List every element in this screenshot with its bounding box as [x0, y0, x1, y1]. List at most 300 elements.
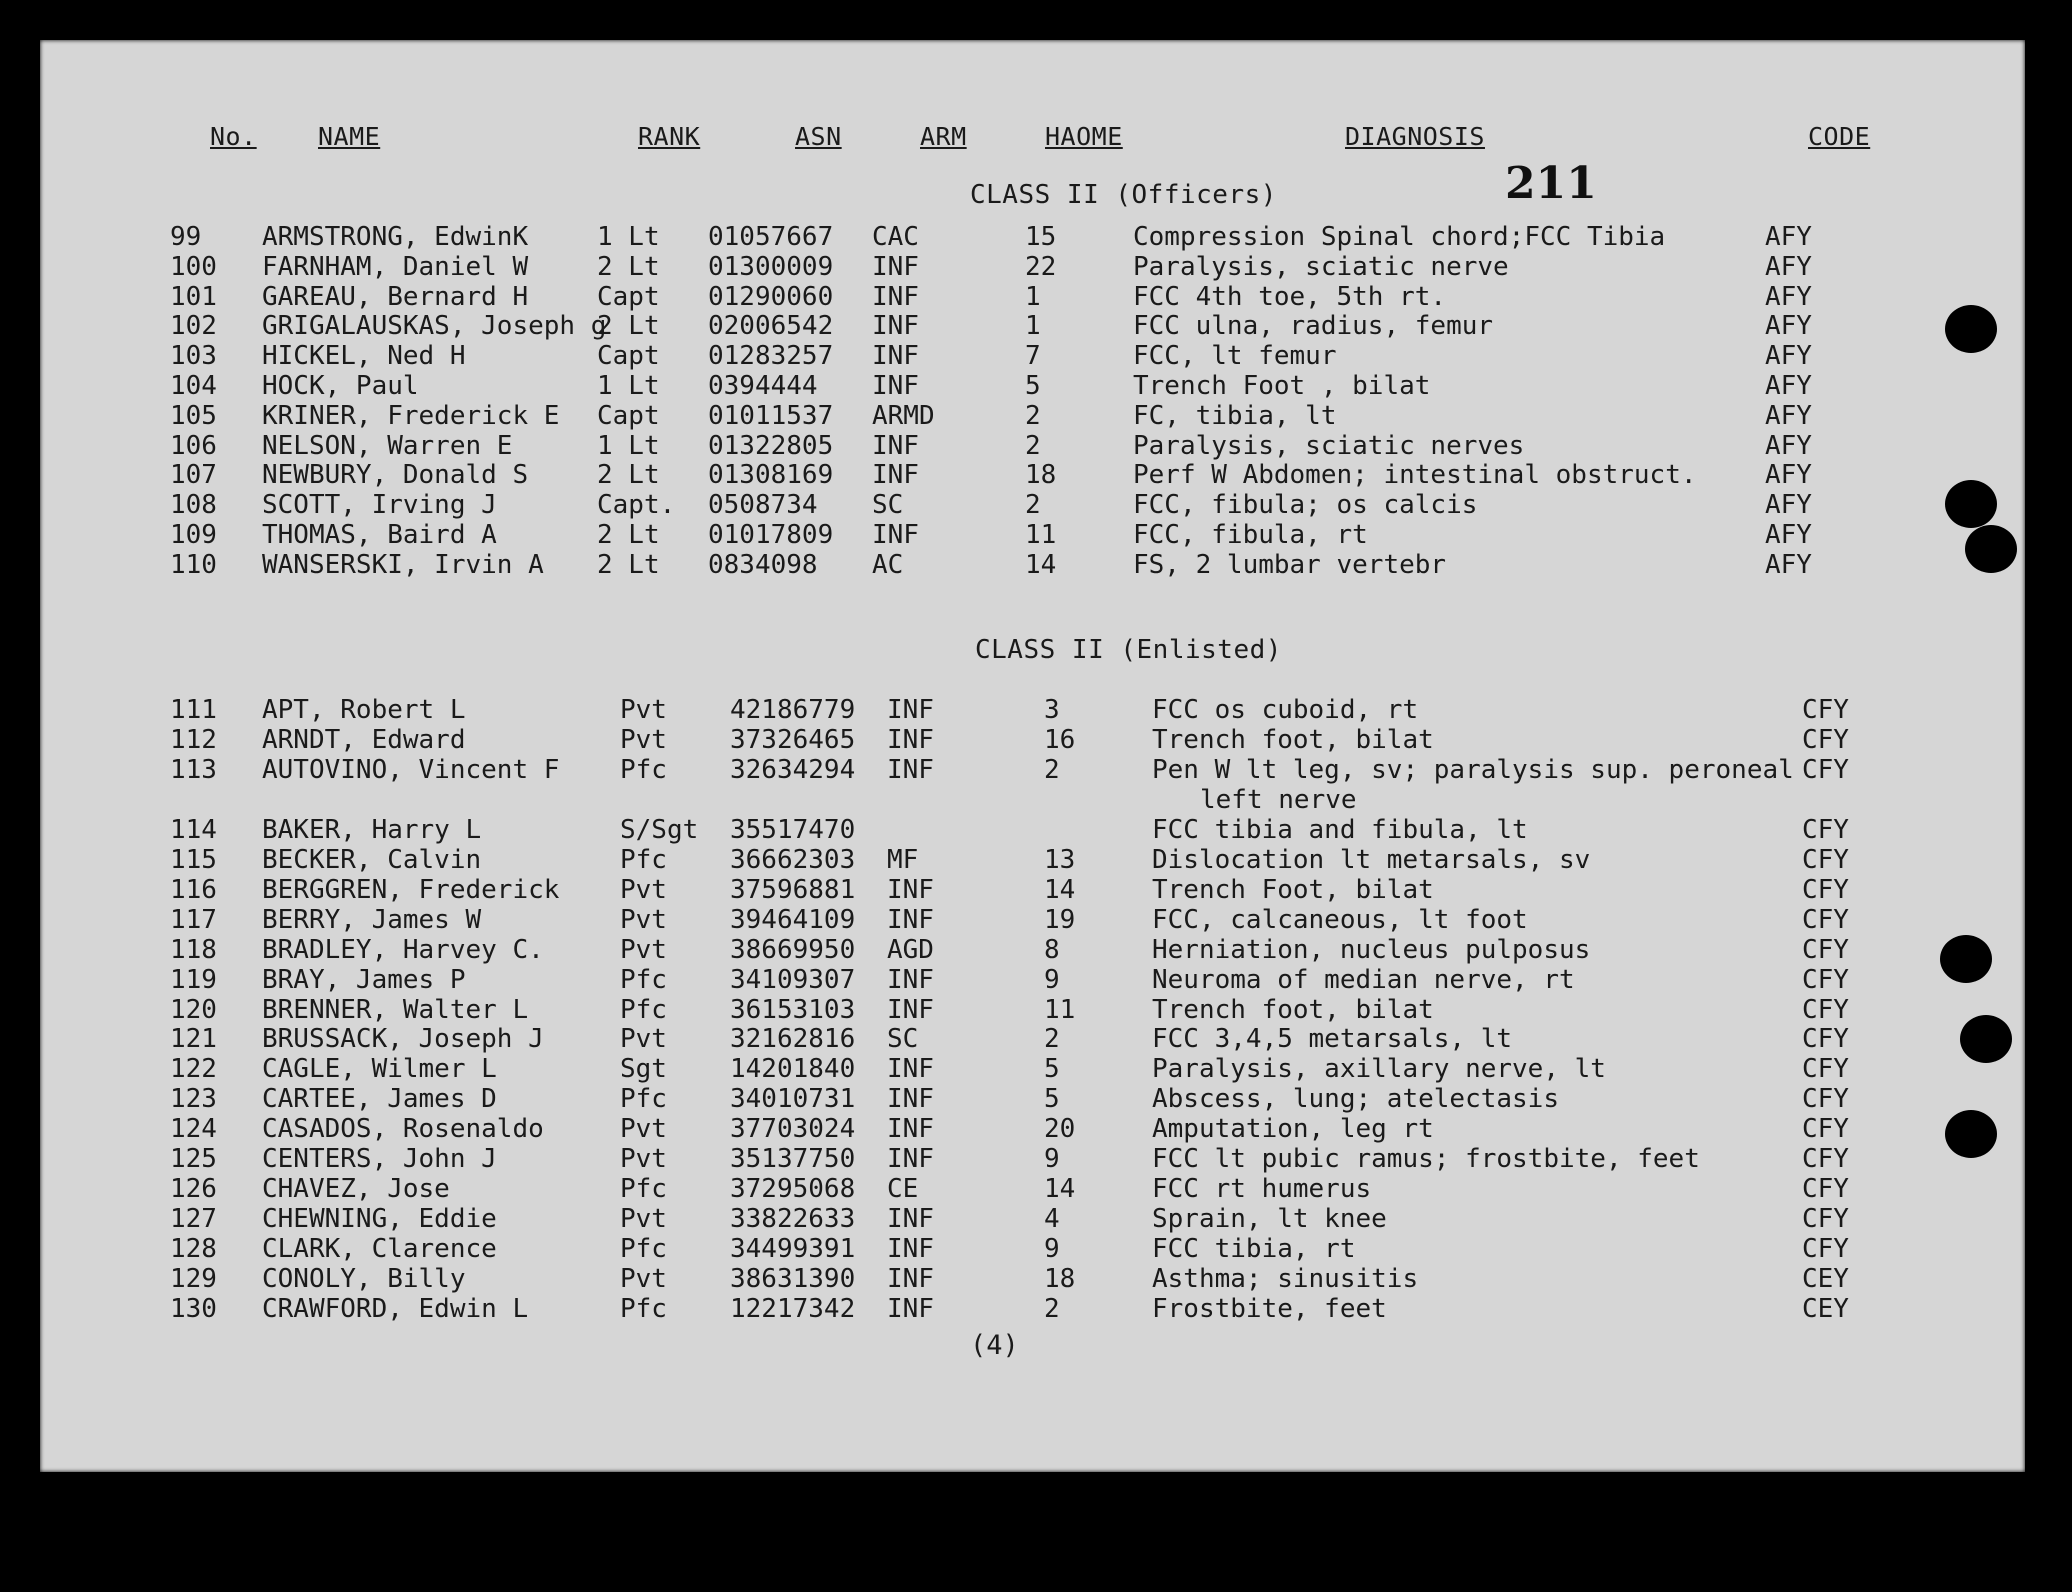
- cell-code: AFY: [1765, 311, 1812, 342]
- cell-name: NEWBURY, Donald S: [262, 460, 529, 491]
- table-row: [40, 401, 2025, 431]
- cell-asn: 0508734: [708, 490, 818, 521]
- cell-name: THOMAS, Baird A: [262, 520, 497, 550]
- cell-home: 2: [1044, 1024, 1060, 1055]
- cell-diagnosis: FCC, fibula, rt: [1133, 520, 1368, 550]
- cell-asn: 01300009: [708, 251, 834, 282]
- cell-no: 101: [170, 281, 217, 312]
- cell-home: 22: [1025, 251, 1057, 282]
- cell-name: CASADOS, Rosenaldo: [262, 1114, 544, 1145]
- cell-rank: S/Sgt: [620, 814, 699, 845]
- cell-code: CFY: [1802, 904, 1849, 935]
- cell-name: ARMSTRONG, EdwinK: [262, 222, 529, 252]
- table-row: [40, 520, 2025, 550]
- cell-code: CFY: [1802, 754, 1849, 785]
- cell-asn: 38669950: [730, 934, 856, 965]
- cell-no: 104: [170, 371, 217, 401]
- cell-name: BRENNER, Walter L: [262, 994, 529, 1025]
- cell-home: 18: [1025, 460, 1057, 491]
- header-no: No.: [210, 122, 257, 151]
- cell-asn: 38631390: [730, 1264, 856, 1295]
- cell-name: BRADLEY, Harvey C.: [262, 934, 544, 965]
- cell-rank: Capt: [597, 341, 660, 372]
- cell-home: 14: [1025, 549, 1057, 580]
- cell-diagnosis: FCC, fibula; os calcis: [1133, 490, 1478, 521]
- cell-rank: Pfc: [620, 994, 667, 1025]
- punch-hole: [1945, 305, 1997, 353]
- cell-diagnosis: FCC tibia, rt: [1152, 1234, 1356, 1265]
- cell-no: 114: [170, 814, 217, 845]
- cell-no: 103: [170, 341, 217, 372]
- cell-home: 5: [1044, 1054, 1060, 1085]
- table-row: [40, 725, 2025, 755]
- table-row: [40, 1264, 2025, 1294]
- cell-home: 16: [1044, 724, 1076, 755]
- cell-diagnosis: FCC 3,4,5 metarsals, lt: [1152, 1024, 1513, 1055]
- cell-asn: 01283257: [708, 341, 834, 372]
- cell-asn: 01011537: [708, 400, 834, 431]
- cell-diagnosis: Amputation, leg rt: [1152, 1114, 1434, 1145]
- cell-rank: Pfc: [620, 1294, 667, 1324]
- punch-hole: [1940, 935, 1992, 983]
- cell-no: 99: [170, 222, 202, 252]
- cell-home: 18: [1044, 1264, 1076, 1295]
- cell-name: HOCK, Paul: [262, 371, 419, 401]
- cell-asn: 32634294: [730, 754, 856, 785]
- cell-no: 119: [170, 964, 217, 995]
- cell-no: 112: [170, 724, 217, 755]
- table-row: [40, 252, 2025, 282]
- cell-rank: 1 Lt: [597, 430, 660, 461]
- cell-arm: INF: [887, 754, 934, 785]
- cell-arm: ARMD: [872, 400, 935, 431]
- cell-arm: MF: [887, 844, 919, 875]
- cell-name: ARNDT, Edward: [262, 724, 466, 755]
- cell-name: BERGGREN, Frederick: [262, 874, 560, 905]
- cell-name: FARNHAM, Daniel W: [262, 251, 529, 282]
- cell-code: AFY: [1765, 520, 1812, 550]
- cell-home: 8: [1044, 934, 1060, 965]
- cell-home: 9: [1044, 1234, 1060, 1265]
- cell-rank: Capt.: [597, 490, 676, 521]
- cell-diagnosis: FC, tibia, lt: [1133, 400, 1337, 431]
- cell-name: KRINER, Frederick E: [262, 400, 560, 431]
- cell-arm: AGD: [887, 934, 934, 965]
- cell-asn: 0834098: [708, 549, 818, 580]
- cell-diagnosis: FCC, lt femur: [1133, 341, 1337, 372]
- cell-code: CFY: [1802, 1114, 1849, 1145]
- table-row: [40, 222, 2025, 252]
- cell-code: CFY: [1802, 814, 1849, 845]
- cell-asn: 37596881: [730, 874, 856, 905]
- cell-arm: INF: [887, 1144, 934, 1175]
- punch-hole: [1945, 480, 1997, 528]
- cell-arm: INF: [887, 1204, 934, 1235]
- cell-rank: Pfc: [620, 964, 667, 995]
- cell-code: CFY: [1802, 724, 1849, 755]
- cell-rank: Pvt: [620, 874, 667, 905]
- cell-rank: 1 Lt: [597, 371, 660, 401]
- cell-asn: 14201840: [730, 1054, 856, 1085]
- cell-diagnosis: Trench Foot , bilat: [1133, 371, 1431, 401]
- cell-arm: INF: [872, 251, 919, 282]
- cell-rank: 2 Lt: [597, 520, 660, 550]
- table-row: [40, 1144, 2025, 1174]
- header-home: HAOME: [1045, 122, 1123, 151]
- table-row: [40, 905, 2025, 935]
- cell-rank: Sgt: [620, 1054, 667, 1085]
- cell-diagnosis: Trench Foot, bilat: [1152, 874, 1434, 905]
- cell-rank: Pfc: [620, 1174, 667, 1205]
- cell-name: SCOTT, Irving J: [262, 490, 497, 521]
- cell-code: CFY: [1802, 994, 1849, 1025]
- cell-arm: INF: [872, 371, 919, 401]
- cell-home: 19: [1044, 904, 1076, 935]
- punch-hole: [1960, 1015, 2012, 1063]
- cell-arm: INF: [872, 341, 919, 372]
- cell-rank: Pvt: [620, 1144, 667, 1175]
- cell-no: 129: [170, 1264, 217, 1295]
- cell-code: AFY: [1765, 341, 1812, 372]
- cell-diagnosis: FCC ulna, radius, femur: [1133, 311, 1494, 342]
- cell-no: 117: [170, 904, 217, 935]
- cell-no: 110: [170, 549, 217, 580]
- cell-home: 1: [1025, 281, 1041, 312]
- cell-arm: AC: [872, 549, 904, 580]
- cell-asn: 37326465: [730, 724, 856, 755]
- table-row: [40, 965, 2025, 995]
- cell-diagnosis: Trench foot, bilat: [1152, 724, 1434, 755]
- section-title-enlisted: CLASS II (Enlisted): [975, 635, 1282, 665]
- table-row: [40, 490, 2025, 520]
- cell-diagnosis: Compression Spinal chord;FCC Tibia: [1133, 222, 1666, 252]
- cell-code: CEY: [1802, 1294, 1849, 1324]
- table-row: [40, 815, 2025, 845]
- cell-arm: INF: [887, 695, 934, 725]
- table-row: [40, 1084, 2025, 1114]
- cell-name: BRUSSACK, Joseph J: [262, 1024, 544, 1055]
- cell-home: 15: [1025, 222, 1057, 252]
- cell-code: AFY: [1765, 251, 1812, 282]
- cell-arm: INF: [887, 1234, 934, 1265]
- cell-code: CFY: [1802, 1084, 1849, 1115]
- cell-asn: 01290060: [708, 281, 834, 312]
- cell-rank: Pvt: [620, 934, 667, 965]
- cell-diagnosis: FCC rt humerus: [1152, 1174, 1372, 1205]
- cell-asn: 34010731: [730, 1084, 856, 1115]
- cell-home: 11: [1025, 520, 1057, 550]
- cell-asn: 35137750: [730, 1144, 856, 1175]
- cell-arm: INF: [872, 430, 919, 461]
- table-row: [40, 431, 2025, 461]
- table-row: [40, 1024, 2025, 1054]
- cell-code: CFY: [1802, 1204, 1849, 1235]
- cell-arm: INF: [887, 1084, 934, 1115]
- cell-asn: 42186779: [730, 695, 856, 725]
- cell-diagnosis: FCC os cuboid, rt: [1152, 695, 1419, 725]
- cell-arm: INF: [872, 520, 919, 550]
- cell-rank: Pvt: [620, 724, 667, 755]
- cell-arm: INF: [872, 281, 919, 312]
- cell-no: 126: [170, 1174, 217, 1205]
- cell-home: 14: [1044, 1174, 1076, 1205]
- table-row: [40, 875, 2025, 905]
- cell-rank: Pvt: [620, 1024, 667, 1055]
- cell-name: BECKER, Calvin: [262, 844, 482, 875]
- cell-code: CFY: [1802, 1024, 1849, 1055]
- cell-diagnosis: FCC tibia and fibula, lt: [1152, 814, 1528, 845]
- cell-asn: 37295068: [730, 1174, 856, 1205]
- cell-name: WANSERSKI, Irvin A: [262, 549, 544, 580]
- cell-no: 100: [170, 251, 217, 282]
- cell-name: NELSON, Warren E: [262, 430, 513, 461]
- cell-arm: INF: [872, 460, 919, 491]
- cell-rank: Pvt: [620, 904, 667, 935]
- cell-rank: Pfc: [620, 844, 667, 875]
- cell-arm: CAC: [872, 222, 919, 252]
- table-row: [40, 1114, 2025, 1144]
- cell-arm: INF: [887, 1054, 934, 1085]
- table-row: [40, 311, 2025, 341]
- cell-no: 127: [170, 1204, 217, 1235]
- cell-rank: Capt: [597, 400, 660, 431]
- cell-name: AUTOVINO, Vincent F: [262, 754, 560, 785]
- cell-asn: 32162816: [730, 1024, 856, 1055]
- cell-rank: Pvt: [620, 1114, 667, 1145]
- cell-rank: Pfc: [620, 1234, 667, 1265]
- cell-code: CFY: [1802, 874, 1849, 905]
- header-asn: ASN: [795, 122, 842, 151]
- cell-home: 9: [1044, 1144, 1060, 1175]
- cell-asn: 0394444: [708, 371, 818, 401]
- cell-diagnosis: FS, 2 lumbar vertebr: [1133, 549, 1447, 580]
- cell-code: AFY: [1765, 400, 1812, 431]
- cell-home: 4: [1044, 1204, 1060, 1235]
- cell-name: CHEWNING, Eddie: [262, 1204, 497, 1235]
- cell-asn: 01322805: [708, 430, 834, 461]
- table-row: [40, 1204, 2025, 1234]
- cell-no: 123: [170, 1084, 217, 1115]
- cell-asn: 01308169: [708, 460, 834, 491]
- cell-code: CFY: [1802, 844, 1849, 875]
- cell-no: 118: [170, 934, 217, 965]
- cell-asn: 34499391: [730, 1234, 856, 1265]
- cell-arm: INF: [887, 904, 934, 935]
- cell-code: AFY: [1765, 281, 1812, 312]
- table-row: [40, 1294, 2025, 1324]
- cell-name: APT, Robert L: [262, 695, 466, 725]
- cell-no: 122: [170, 1054, 217, 1085]
- cell-code: AFY: [1765, 549, 1812, 580]
- cell-asn: 33822633: [730, 1204, 856, 1235]
- cell-name: CARTEE, James D: [262, 1084, 497, 1115]
- punch-hole: [1945, 1110, 1997, 1158]
- cell-arm: INF: [872, 311, 919, 342]
- table-row: [40, 460, 2025, 490]
- cell-no: 121: [170, 1024, 217, 1055]
- cell-home: 2: [1025, 430, 1041, 461]
- cell-diagnosis: Trench foot, bilat: [1152, 994, 1434, 1025]
- cell-name: BAKER, Harry L: [262, 814, 482, 845]
- table-row: [40, 695, 2025, 725]
- cell-asn: 39464109: [730, 904, 856, 935]
- cell-home: 13: [1044, 844, 1076, 875]
- header-name: NAME: [318, 122, 381, 151]
- cell-home: 9: [1044, 964, 1060, 995]
- cell-no: 108: [170, 490, 217, 521]
- cell-code: AFY: [1765, 222, 1812, 252]
- cell-home: 5: [1025, 371, 1041, 401]
- cell-rank: Pfc: [620, 754, 667, 785]
- cell-no: 102: [170, 311, 217, 342]
- cell-diagnosis: Asthma; sinusitis: [1152, 1264, 1419, 1295]
- cell-home: 7: [1025, 341, 1041, 372]
- punch-hole: [1965, 525, 2017, 573]
- cell-no: 111: [170, 695, 217, 725]
- cell-diagnosis: Sprain, lt knee: [1152, 1204, 1387, 1235]
- cell-arm: INF: [887, 1294, 934, 1324]
- cell-asn: 36662303: [730, 844, 856, 875]
- cell-name: GRIGALAUSKAS, Joseph g: [262, 311, 607, 342]
- cell-diagnosis: Pen W lt leg, sv; paralysis sup. peroneal: [1152, 754, 1794, 785]
- cell-diagnosis: Frostbite, feet: [1152, 1294, 1387, 1324]
- cell-diagnosis: Paralysis, sciatic nerve: [1133, 251, 1509, 282]
- cell-no: 115: [170, 844, 217, 875]
- cell-asn: 01057667: [708, 222, 834, 252]
- cell-no: 124: [170, 1114, 217, 1145]
- cell-home: 2: [1044, 754, 1060, 785]
- cell-home: 3: [1044, 695, 1060, 725]
- cell-home: 5: [1044, 1084, 1060, 1115]
- cell-home: 2: [1044, 1294, 1060, 1324]
- cell-home: 11: [1044, 994, 1076, 1025]
- cell-no: 116: [170, 874, 217, 905]
- cell-asn: 36153103: [730, 994, 856, 1025]
- section-title-officers: CLASS II (Officers): [970, 180, 1277, 210]
- cell-name: BERRY, James W: [262, 904, 482, 935]
- cell-rank: 2 Lt: [597, 311, 660, 342]
- cell-code: CFY: [1802, 1234, 1849, 1265]
- cell-no: 113: [170, 754, 217, 785]
- cell-no: 107: [170, 460, 217, 491]
- cell-arm: SC: [887, 1024, 919, 1055]
- table-row: [40, 995, 2025, 1025]
- cell-rank: Pvt: [620, 1264, 667, 1295]
- cell-rank: Capt: [597, 281, 660, 312]
- table-row: [40, 755, 2025, 785]
- cell-diagnosis: Paralysis, axillary nerve, lt: [1152, 1054, 1606, 1085]
- cell-home: 14: [1044, 874, 1076, 905]
- cell-rank: 2 Lt: [597, 251, 660, 282]
- cell-arm: INF: [887, 994, 934, 1025]
- cell-rank: Pfc: [620, 1084, 667, 1115]
- cell-home: 1: [1025, 311, 1041, 342]
- cell-asn: 02006542: [708, 311, 834, 342]
- cell-code: AFY: [1765, 490, 1812, 521]
- table-row: [40, 341, 2025, 371]
- header-rank: RANK: [638, 122, 701, 151]
- footer-page-number: (4): [970, 1330, 1019, 1361]
- cell-arm: INF: [887, 964, 934, 995]
- cell-name: GAREAU, Bernard H: [262, 281, 529, 312]
- cell-no: 109: [170, 520, 217, 550]
- cell-no: 128: [170, 1234, 217, 1265]
- cell-no: 106: [170, 430, 217, 461]
- cell-rank: Pvt: [620, 695, 667, 725]
- cell-asn: 34109307: [730, 964, 856, 995]
- cell-arm: INF: [887, 724, 934, 755]
- table-row: [40, 1174, 2025, 1204]
- cell-diagnosis: Dislocation lt metarsals, sv: [1152, 844, 1591, 875]
- cell-no: 120: [170, 994, 217, 1025]
- cell-name: CLARK, Clarence: [262, 1234, 497, 1265]
- cell-name: CHAVEZ, Jose: [262, 1174, 450, 1205]
- table-row: [40, 550, 2025, 580]
- cell-code: AFY: [1765, 460, 1812, 491]
- cell-diagnosis-continued: left nerve: [1200, 784, 1357, 815]
- header-code: CODE: [1808, 122, 1871, 151]
- cell-name: CRAWFORD, Edwin L: [262, 1294, 529, 1324]
- cell-asn: 37703024: [730, 1114, 856, 1145]
- cell-diagnosis: Paralysis, sciatic nerves: [1133, 430, 1525, 461]
- table-row: [40, 1054, 2025, 1084]
- header-diagnosis: DIAGNOSIS: [1345, 122, 1485, 151]
- cell-rank: 2 Lt: [597, 549, 660, 580]
- cell-rank: 1 Lt: [597, 222, 660, 252]
- cell-home: 2: [1025, 400, 1041, 431]
- cell-code: CFY: [1802, 1144, 1849, 1175]
- cell-code: AFY: [1765, 371, 1812, 401]
- cell-diagnosis: Abscess, lung; atelectasis: [1152, 1084, 1559, 1115]
- cell-code: CFY: [1802, 964, 1849, 995]
- cell-arm: INF: [887, 1264, 934, 1295]
- table-row: [40, 371, 2025, 401]
- table-row: [40, 935, 2025, 965]
- cell-diagnosis: Herniation, nucleus pulposus: [1152, 934, 1591, 965]
- header-arm: ARM: [920, 122, 967, 151]
- cell-code: CFY: [1802, 934, 1849, 965]
- cell-name: HICKEL, Ned H: [262, 341, 466, 372]
- cell-diagnosis: Neuroma of median nerve, rt: [1152, 964, 1575, 995]
- cell-name: BRAY, James P: [262, 964, 466, 995]
- cell-no: 125: [170, 1144, 217, 1175]
- cell-arm: CE: [887, 1174, 919, 1205]
- cell-no: 105: [170, 400, 217, 431]
- cell-diagnosis: FCC, calcaneous, lt foot: [1152, 904, 1528, 935]
- cell-home: 2: [1025, 490, 1041, 521]
- cell-code: CFY: [1802, 1054, 1849, 1085]
- cell-code: CEY: [1802, 1264, 1849, 1295]
- cell-rank: Pvt: [620, 1204, 667, 1235]
- cell-asn: 12217342: [730, 1294, 856, 1324]
- cell-asn: 35517470: [730, 814, 856, 845]
- cell-asn: 01017809: [708, 520, 834, 550]
- table-row: [40, 845, 2025, 875]
- cell-no: 130: [170, 1294, 217, 1324]
- cell-home: 20: [1044, 1114, 1076, 1145]
- table-row: [40, 1234, 2025, 1264]
- cell-diagnosis: FCC lt pubic ramus; frostbite, feet: [1152, 1144, 1700, 1175]
- cell-diagnosis: Perf W Abdomen; intestinal obstruct.: [1133, 460, 1697, 491]
- page-number: 211: [1505, 158, 1597, 209]
- cell-name: CENTERS, John J: [262, 1144, 497, 1175]
- cell-arm: INF: [887, 874, 934, 905]
- cell-code: CFY: [1802, 695, 1849, 725]
- cell-arm: INF: [887, 1114, 934, 1145]
- cell-name: CONOLY, Billy: [262, 1264, 466, 1295]
- cell-rank: 2 Lt: [597, 460, 660, 491]
- cell-name: CAGLE, Wilmer L: [262, 1054, 497, 1085]
